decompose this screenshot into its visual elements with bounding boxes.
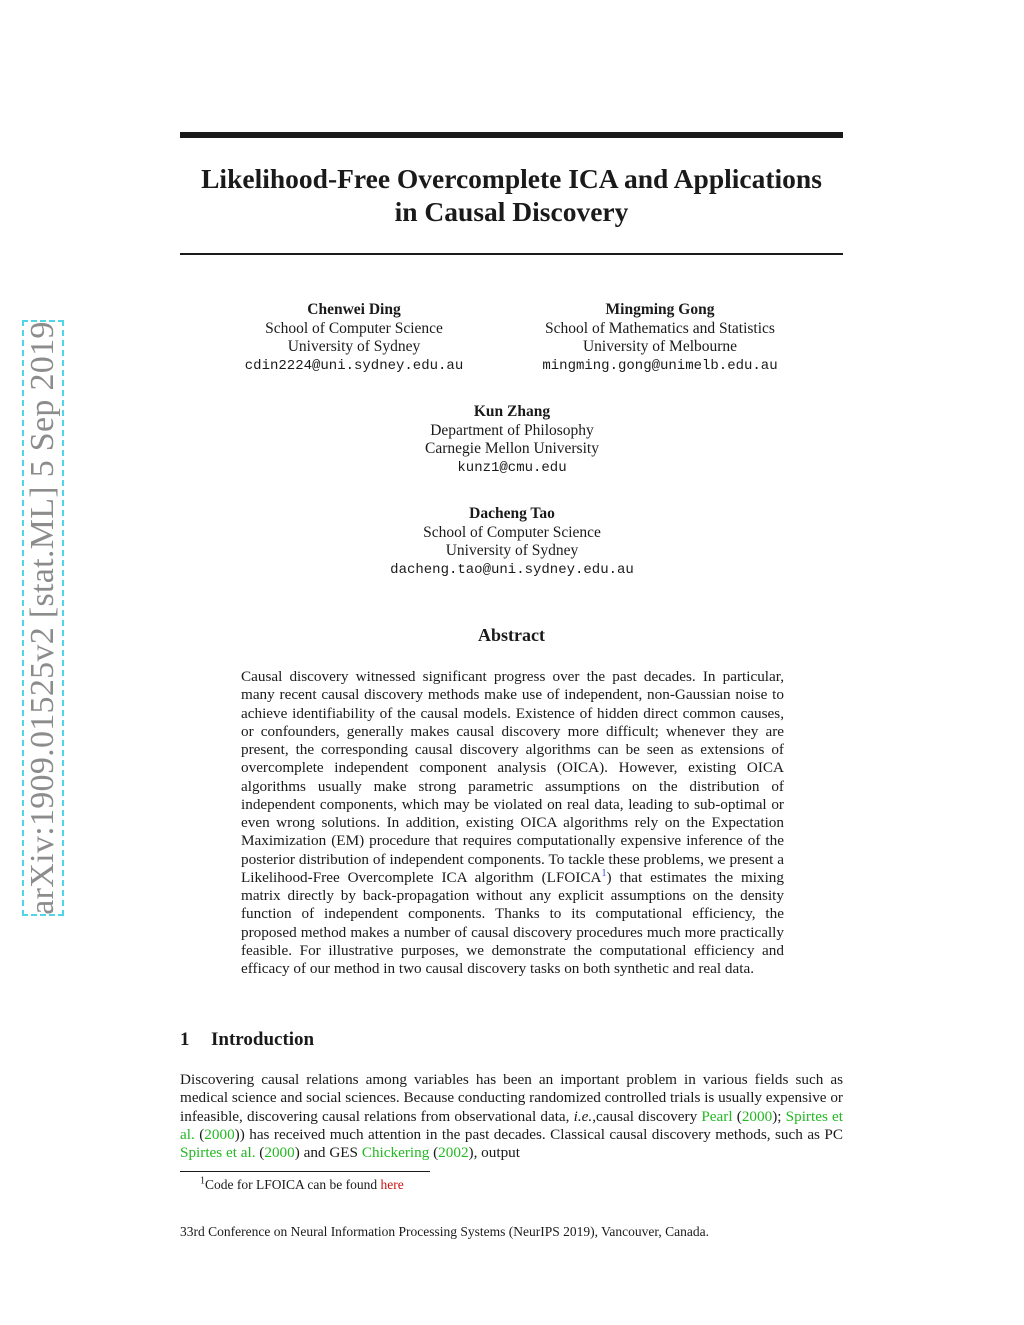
author-department: School of Computer Science xyxy=(423,523,601,541)
paper-title xyxy=(180,162,843,228)
author-university: Carnegie Mellon University xyxy=(425,440,599,457)
intro-text: ( xyxy=(429,1144,439,1161)
section-heading xyxy=(180,1029,314,1051)
citation-year-link[interactable]: 2000 xyxy=(741,1107,773,1125)
author-name: Mingming Gong xyxy=(605,301,715,318)
venue-footer: 33rd Conference on Neural Information Processing Systems (NeurIPS 2019), Vancouver, Canada. xyxy=(180,1224,709,1239)
author-name: Chenwei Ding xyxy=(307,301,401,318)
abstract-text-2: ) that estimates the mixing matrix directly by back-propagation without any explicit assumptions on the density function of independent components. Thanks to its computational efficiency, the proposed method makes a number of causal discovery procedures much more practically feasible. For illustrative purposes, we demonstrate the computational efficiency and efficacy of our method in two causal discovery tasks on both synthetic and real data. xyxy=(241,868,784,977)
author-block xyxy=(214,301,494,375)
intro-text: ,causal discovery xyxy=(592,1107,702,1125)
author-university: University of Sydney xyxy=(445,542,579,559)
author-email[interactable]: mingming.gong@unimelb.edu.au xyxy=(542,357,778,374)
intro-text: )) has received much attention in the past decades. Classical causal discovery methods, such as PC xyxy=(234,1125,843,1143)
title-top-rule xyxy=(180,132,843,138)
author-email[interactable]: dacheng.tao@uni.sydney.edu.au xyxy=(390,561,634,578)
intro-text: ( xyxy=(732,1107,742,1125)
citation-link[interactable]: Chickering xyxy=(361,1144,430,1161)
citation-year-link[interactable]: 2000 xyxy=(204,1125,235,1143)
citation-link[interactable]: Spirtes et al. xyxy=(180,1144,256,1161)
title-line-2: in Causal Discovery xyxy=(394,196,629,227)
footnote-rule xyxy=(180,1171,430,1172)
intro-text: ) and GES xyxy=(294,1144,362,1161)
author-name: Dacheng Tao xyxy=(469,505,555,522)
intro-text: ( xyxy=(255,1144,265,1161)
author-email[interactable]: cdin2224@uni.sydney.edu.au xyxy=(244,357,464,374)
intro-text: ( xyxy=(194,1125,205,1143)
author-university: University of Melbourne xyxy=(582,338,738,355)
section-title: Introduction xyxy=(211,1029,315,1050)
author-name: Kun Zhang xyxy=(473,403,551,420)
footnote-text: Code for LFOICA can be found xyxy=(205,1177,381,1192)
author-block xyxy=(372,403,652,477)
title-line-1: Likelihood-Free Overcomplete ICA and Applications xyxy=(201,163,822,194)
abstract-text-1: Causal discovery witnessed significant progress over the past decades. In particular, many recent causal discovery methods make use of independent, non-Gaussian noise to achieve identifiability of the causal models. Existence of hidden direct common causes, or confounders, generally makes causal discovery more difficult; whenever they are present, the corresponding causal discovery algorithms can be seen as extensions of overcomplete independent component analysis (OICA). However, existing OICA algorithms usually make strong parametric assumptions on the distribution of independent components, which may be violated on real data, leading to sub-optimal or even wrong solutions. In addition, existing OICA algorithms rely on the Expectation Maximization (EM) procedure that requires computationally expensive inference of the posterior distribution of independent components. To tackle these problems, we present a Likelihood-Free Overcomplete ICA algorithm (LFOICA xyxy=(241,668,784,886)
abstract-heading: Abstract xyxy=(478,625,545,645)
code-link[interactable]: here xyxy=(380,1177,404,1192)
author-block xyxy=(520,301,800,375)
citation-link[interactable]: Pearl xyxy=(701,1107,733,1125)
author-department: School of Mathematics and Statistics xyxy=(545,319,775,337)
citation-link[interactable]: Spirtes et al. xyxy=(180,1107,844,1143)
intro-text: Discovering causal relations among variables has been an important problem in various fields such as medical science and social sciences. Because conducting randomized controlled trials is usually expensive or infeasible, discovering causal relations from observational data, xyxy=(180,1071,843,1125)
author-block xyxy=(372,505,652,579)
footnote-ref[interactable]: 1 xyxy=(601,867,607,879)
title-bottom-rule xyxy=(180,253,843,255)
footnote-mark: 1 xyxy=(200,1175,205,1187)
citation-year-link[interactable]: 2000 xyxy=(264,1144,295,1161)
author-department: Department of Philosophy xyxy=(430,421,594,439)
arxiv-stamp: arXiv:1909.01525v2 [stat.ML] 5 Sep 2019 xyxy=(24,321,61,915)
citation-year-link[interactable]: 2002 xyxy=(438,1144,469,1161)
intro-paragraph xyxy=(180,1071,843,1162)
author-email[interactable]: kunz1@cmu.edu xyxy=(457,459,567,476)
intro-text: ), output xyxy=(468,1144,520,1161)
section-number: 1 xyxy=(180,1029,190,1050)
abstract-body xyxy=(241,668,784,978)
footnote xyxy=(200,1177,404,1193)
intro-text: ); xyxy=(772,1107,786,1125)
author-department: School of Computer Science xyxy=(265,319,443,337)
intro-ie: i.e. xyxy=(573,1107,593,1125)
author-university: University of Sydney xyxy=(287,338,421,355)
